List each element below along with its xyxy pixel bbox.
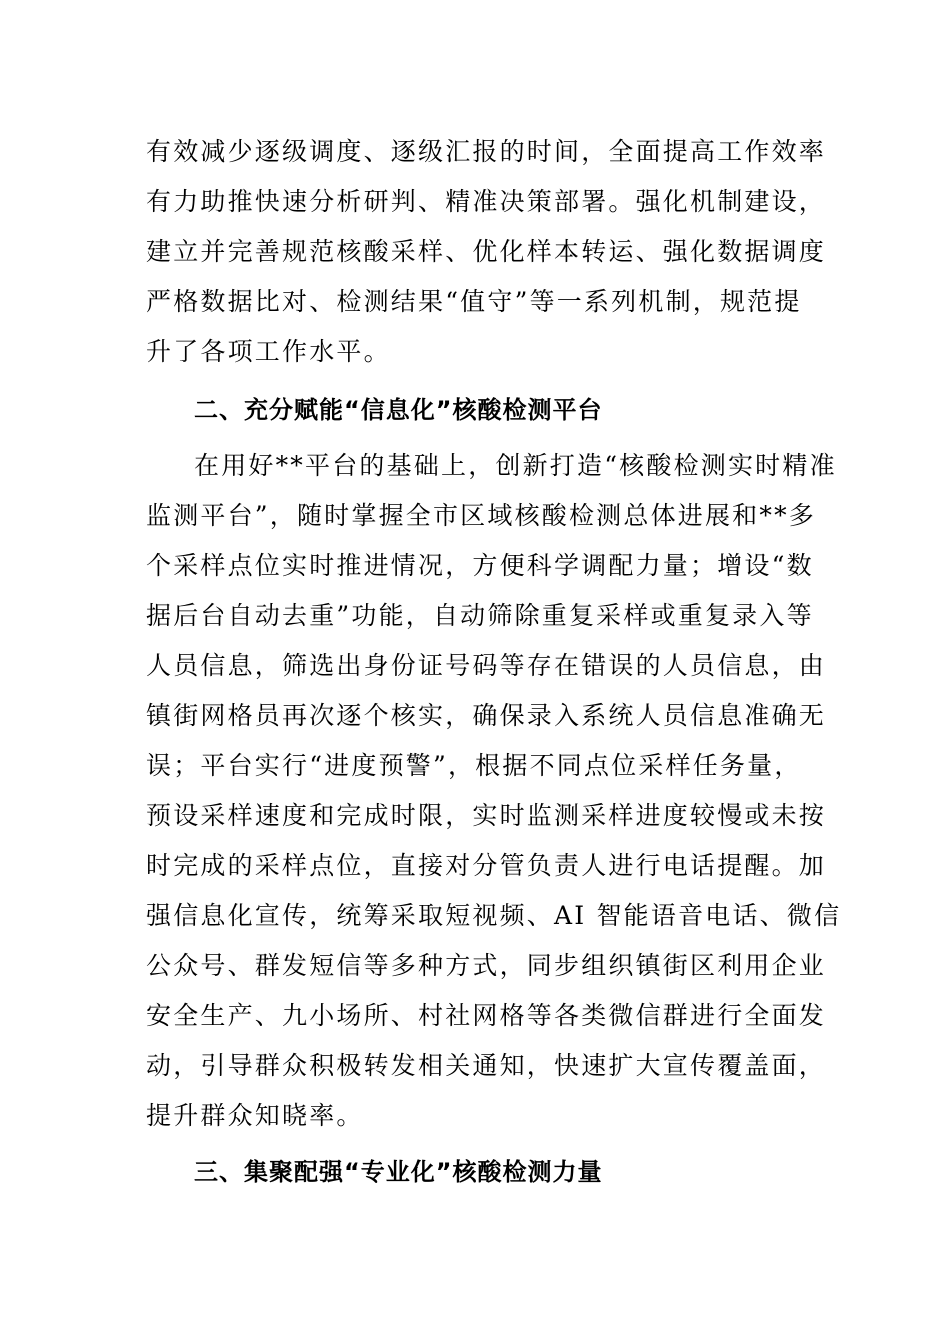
body-text-line: 误；平台实行“进度预警”，根据不同点位采样任务量， — [146, 751, 802, 780]
body-text-line: 预设采样速度和完成时限，实时监测采样进度较慢或未按 — [146, 801, 827, 830]
body-text-line: 有效减少逐级调度、逐级汇报的时间，全面提高工作效率 — [146, 137, 827, 166]
body-text-line: 安全生产、九小场所、村社网格等各类微信群进行全面发 — [146, 1001, 827, 1030]
body-text-line: 个采样点位实时推进情况，方便科学调配力量；增设“数 — [146, 551, 814, 580]
body-text-line: 时完成的采样点位，直接对分管负责人进行电话提醒。加 — [146, 851, 827, 880]
body-text-line: 建立并完善规范核酸采样、优化样本转运、强化数据调度 — [146, 237, 827, 266]
body-text-line: 镇街网格员再次逐个核实，确保录入系统人员信息准确无 — [146, 701, 827, 730]
body-text-line: 升了各项工作水平。 — [146, 337, 391, 366]
body-text-line: 监测平台”，随时掌握全市区域核酸检测总体进展和**多 — [146, 501, 816, 530]
body-text-line: 公众号、群发短信等多种方式，同步组织镇街区利用企业 — [146, 951, 827, 980]
body-text-line: 严格数据比对、检测结果“值守”等一系列机制，规范提 — [146, 287, 802, 316]
body-text-line: 有力助推快速分析研判、精准决策部署。强化机制建设， — [146, 187, 827, 216]
section-heading: 三、集聚配强“专业化”核酸检测力量 — [194, 1158, 603, 1186]
body-text-line: 据后台自动去重”功能，自动筛除重复采样或重复录入等 — [146, 601, 814, 630]
body-text-line: 提升群众知晓率。 — [146, 1101, 364, 1130]
section-heading: 二、充分赋能“信息化”核酸检测平台 — [194, 396, 603, 424]
body-text-line: 人员信息，筛选出身份证号码等存在错误的人员信息，由 — [146, 651, 827, 680]
body-text-line: 动，引导群众积极转发相关通知，快速扩大宣传覆盖面， — [146, 1051, 827, 1080]
body-text-line: 强信息化宣传，统筹采取短视频、AI 智能语音电话、微信 — [146, 901, 842, 930]
body-text-line: 在用好**平台的基础上，创新打造“核酸检测实时精准 — [194, 451, 837, 480]
